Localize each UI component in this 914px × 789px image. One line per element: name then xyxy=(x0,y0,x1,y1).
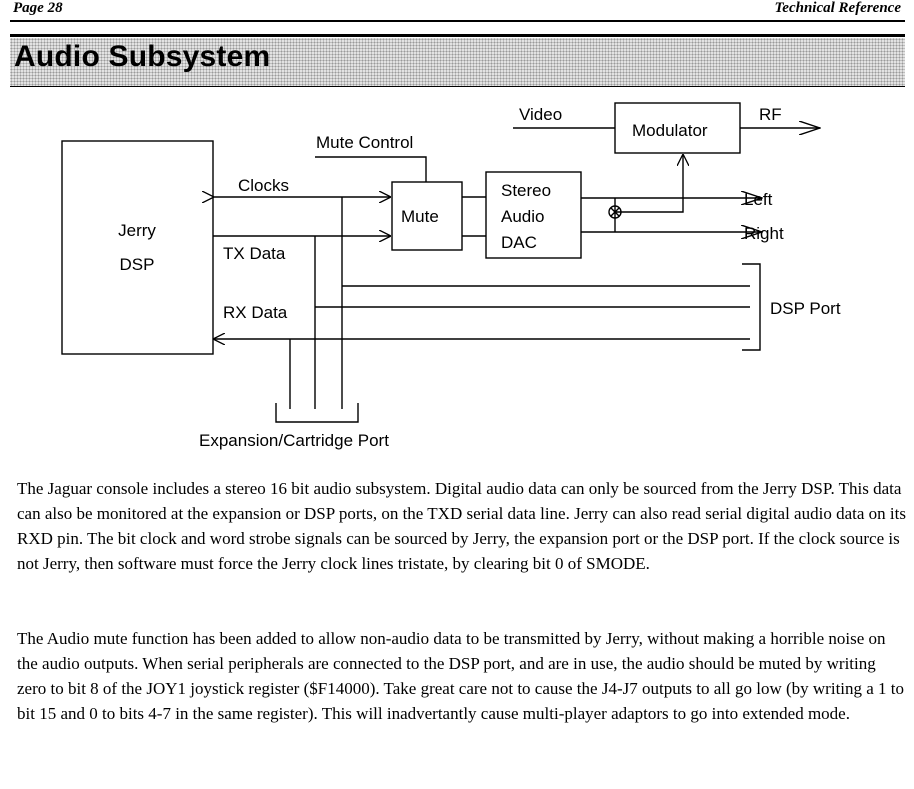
mute-control-line xyxy=(315,157,426,182)
mute-label: Mute xyxy=(401,207,439,226)
right-output-label: Right xyxy=(744,224,784,243)
paragraph-stereo-subsystem: The Jaguar console includes a stereo 16 bit audio subsystem. Digital audio data can only be sourced from the Jerry DSP. This data can also be monitored at the expansion or DSP ports, on the TXD serial data line. Jerry can also read serial digital audio data on its RXD pin. The bit clock and word strobe signals can be sourced by Jerry, the expansion port or the DSP port. If the clock source is not Jerry, then software must force the Jerry clock lines tristate, by clearing bit 0 of SMODE. xyxy=(17,479,906,573)
rx-data-label: RX Data xyxy=(223,303,288,322)
stereo-label: Stereo xyxy=(501,181,552,200)
video-label: Video xyxy=(519,105,563,124)
modulator-feed-line xyxy=(615,155,683,212)
dac-label: DAC xyxy=(501,233,537,252)
expansion-port-label: Expansion/Cartridge Port xyxy=(199,431,389,450)
jerry-dsp-block xyxy=(62,141,213,354)
mute-control-label: Mute Control xyxy=(316,133,414,152)
paragraph-mute-function: The Audio mute function has been added to allow non-audio data to be transmitted by Jerry, without making a horrible noise on the audio outputs. When serial peripherals are connected to the DSP port, and are in use, the audio should be muted by writing zero to bit 8 of the JOY1 joystick register ($F14000). Take great care not to cause the J4-J7 outputs to all go low (by writing a 1 to bit 15 and 0 to bits 4-7 in the same register). This will inadvertantly cause multi-player adaptors to go into extended mode. xyxy=(17,629,905,723)
document-title: Technical Reference xyxy=(774,0,901,16)
tx-data-label: TX Data xyxy=(223,244,286,263)
dsp-label: DSP xyxy=(119,255,155,274)
left-output-label: Left xyxy=(744,190,773,209)
jerry-label: Jerry xyxy=(118,221,156,240)
audio-label: Audio xyxy=(501,207,545,226)
dsp-port-label: DSP Port xyxy=(770,299,841,318)
modulator-label: Modulator xyxy=(632,121,708,140)
clocks-label: Clocks xyxy=(238,176,290,195)
expansion-port-bracket xyxy=(276,403,358,422)
page-number: Page 28 xyxy=(13,0,63,16)
section-title: Audio Subsystem xyxy=(14,40,271,73)
rf-label: RF xyxy=(759,105,782,124)
